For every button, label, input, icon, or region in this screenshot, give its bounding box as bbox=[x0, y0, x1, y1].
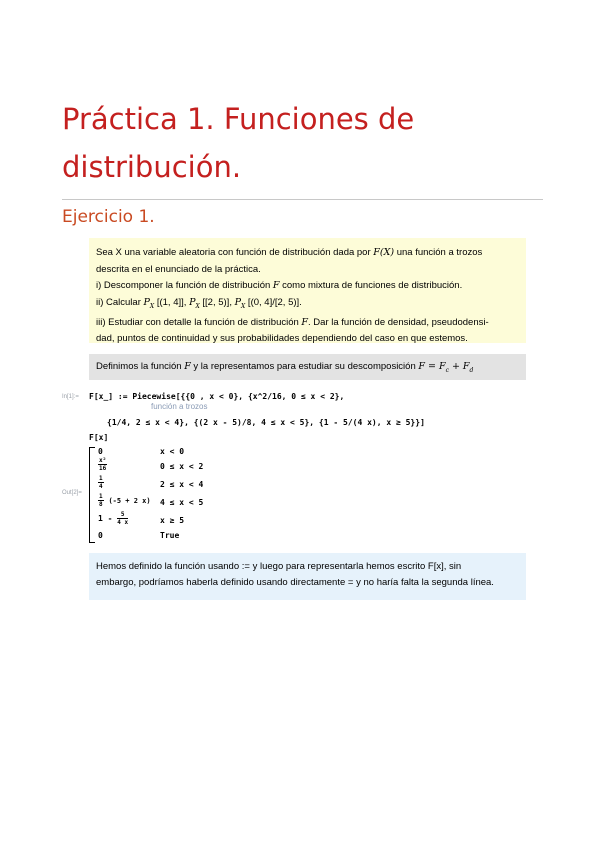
math-expression: + F bbox=[448, 361, 470, 372]
statement-text: [[2, 5)], bbox=[199, 296, 235, 308]
piecewise-value bbox=[98, 457, 107, 472]
math-expression: F bbox=[272, 280, 280, 291]
statement-line-4 bbox=[96, 295, 519, 315]
title-line-1: Práctica 1. Funciones de bbox=[62, 102, 415, 136]
fraction bbox=[117, 511, 128, 526]
statement-text: una función a trozos bbox=[394, 247, 483, 258]
title-line-2: distribución. bbox=[62, 150, 242, 184]
fraction-denominator: 8 bbox=[99, 501, 103, 508]
note-line-1: Hemos definido la función usando := y luego para representarla hemos escrito F[x], sin bbox=[96, 561, 462, 572]
fraction-numerator: 1 bbox=[99, 493, 103, 500]
statement-line-5 bbox=[96, 315, 519, 332]
statement-line-6: dad, puntos de continuidad y sus probabilidades dependiendo del caso en que estemos. bbox=[96, 333, 468, 345]
piecewise-value bbox=[98, 493, 151, 508]
fraction-denominator: 4 bbox=[99, 483, 103, 490]
output-cell-label: Out[2]= bbox=[62, 490, 82, 496]
statement-text: [(1, 4]], bbox=[154, 296, 190, 308]
piecewise-condition: 4 ≤ x < 5 bbox=[160, 498, 204, 507]
piecewise-condition: True bbox=[160, 531, 180, 540]
section-heading: Ejercicio 1. bbox=[62, 207, 155, 227]
definition-note bbox=[89, 354, 526, 380]
math-expression: P bbox=[234, 296, 242, 308]
math-expression: P bbox=[143, 296, 150, 308]
piecewise-value bbox=[98, 511, 128, 526]
math-subscript: X bbox=[195, 302, 200, 310]
statement-text: ii) Calcular bbox=[96, 296, 144, 308]
math-subscript: d bbox=[469, 366, 474, 374]
note-line-2: embargo, podríamos haberla definido usando directamente = y no haría falta la segunda línea. bbox=[96, 577, 494, 588]
statement-line-3 bbox=[96, 278, 519, 295]
piecewise-condition: x < 0 bbox=[160, 447, 185, 456]
math-expression: F bbox=[184, 361, 191, 372]
statement-line-1 bbox=[96, 245, 519, 262]
function-hint: función a trozos bbox=[151, 402, 208, 411]
fraction-numerator: x² bbox=[99, 457, 107, 464]
statement-text: i) Descomponer la función de distribución bbox=[96, 280, 273, 291]
math-expression: F bbox=[301, 316, 309, 328]
fraction-denominator: 4 x bbox=[117, 519, 129, 526]
fraction-numerator: 1 bbox=[99, 475, 103, 482]
explanation-note bbox=[89, 553, 526, 600]
statement-line-2: descrita en el enunciado de la práctica. bbox=[96, 263, 261, 275]
fraction bbox=[98, 475, 104, 490]
input-cell-label: In[1]:= bbox=[62, 394, 79, 400]
piecewise-expression: (-5 + 2 x) bbox=[108, 497, 151, 505]
statement-text: Sea X una variable aleatoria con función de distribución dada por bbox=[96, 247, 374, 258]
note-text: y la representamos para estudiar su descomposición bbox=[190, 361, 419, 372]
page-title bbox=[62, 95, 562, 191]
piecewise-expression: 1 - bbox=[98, 514, 113, 523]
piecewise-condition: 2 ≤ x < 4 bbox=[160, 480, 204, 489]
fraction bbox=[98, 493, 104, 508]
math-expression: F(X) bbox=[373, 247, 395, 258]
fraction-denominator: 16 bbox=[99, 465, 107, 472]
note-text: Definimos la función bbox=[96, 361, 185, 372]
exercise-statement bbox=[89, 238, 526, 343]
math-expression: F = F bbox=[418, 361, 446, 372]
statement-text: [(0, 4]/[2, 5)]. bbox=[245, 296, 302, 308]
piecewise-value bbox=[98, 475, 104, 490]
math-subscript: X bbox=[149, 302, 155, 310]
input-code-line-1[interactable]: F[x_] := Piecewise[{{0 , x < 0}, {x^2/16, 0 ≤ x < 2}, bbox=[89, 392, 345, 401]
fraction bbox=[98, 457, 107, 472]
math-subscript: X bbox=[241, 302, 246, 310]
piecewise-condition: x ≥ 5 bbox=[160, 516, 185, 525]
math-expression: P bbox=[189, 296, 196, 308]
piecewise-value: 0 bbox=[98, 447, 103, 456]
piecewise-value: 0 bbox=[98, 531, 103, 540]
statement-text: . Dar la función de densidad, pseudodensi- bbox=[308, 316, 489, 328]
fraction-numerator: 5 bbox=[117, 511, 128, 519]
math-subscript: c bbox=[445, 366, 449, 374]
input-code-line-2[interactable]: {1/4, 2 ≤ x < 4}, {(2 x - 5)/8, 4 ≤ x < 5}, {1 - 5/(4 x), x ≥ 5}}] bbox=[107, 418, 425, 427]
statement-text: iii) Estudiar con detalle la función de distribución bbox=[96, 316, 302, 328]
title-divider bbox=[62, 199, 543, 200]
statement-text: como mixtura de funciones de distribución. bbox=[279, 280, 463, 291]
piecewise-condition: 0 ≤ x < 2 bbox=[160, 462, 204, 471]
input-code-line-3[interactable]: F[x] bbox=[89, 433, 109, 442]
piecewise-brace bbox=[89, 447, 95, 543]
